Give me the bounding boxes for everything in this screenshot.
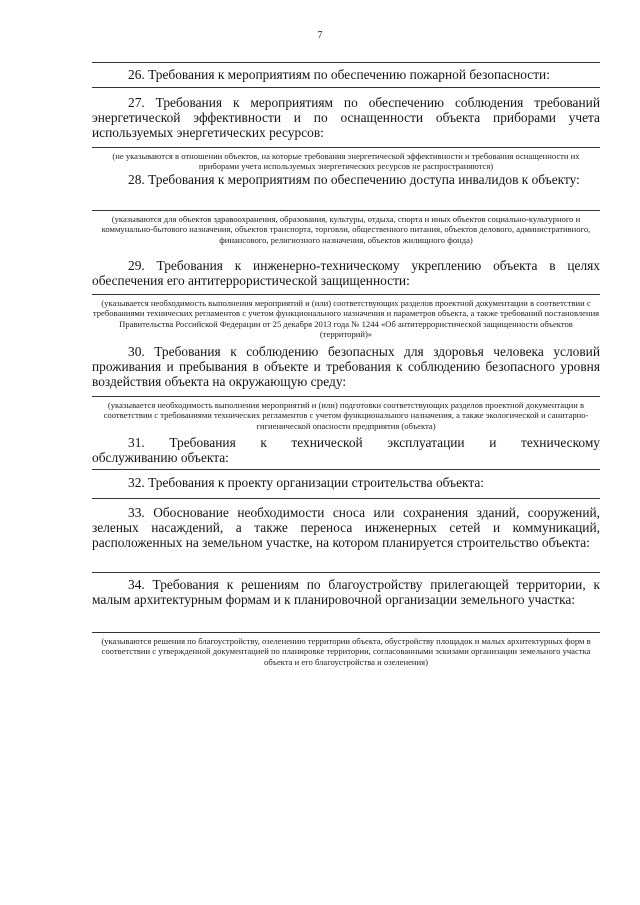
item-28-text: 28. Требования к мероприятиям по обеспечению доступа инвалидов к объекту: xyxy=(128,172,580,187)
blank-line xyxy=(92,210,600,211)
blank-line xyxy=(92,469,600,470)
blank-line xyxy=(92,147,600,148)
item-29-text: 29. Требования к инженерно-техническому укреплению объекта в целях обеспечения его антитеррористической защищенности: xyxy=(92,258,600,289)
blank-line xyxy=(92,294,600,295)
note-27: (не указываются в отношении объектов, на которые требования энергетической эффективности и требования оснащенности их приборами учета используемых энергетических ресурсов не распространяются) xyxy=(112,151,580,172)
blank-line xyxy=(92,396,600,397)
blank-line xyxy=(92,572,600,573)
item-32-text: 32. Требования к проекту организации строительства объекта: xyxy=(128,475,485,490)
item-26 xyxy=(92,67,600,82)
blank-line xyxy=(92,62,600,63)
item-30 xyxy=(92,344,600,390)
item-28 xyxy=(92,172,600,187)
item-34-text: 34. Требования к решениям по благоустройству прилегающей территории, к малым архитектурным формам и к планировочной организации земельного участка: xyxy=(92,577,600,608)
page-number: 7 xyxy=(317,30,323,41)
blank-line xyxy=(92,632,600,633)
blank-line xyxy=(92,87,600,88)
note-30: (указывается необходимость выполнения мероприятий и (или) подготовки соответствующих разделов проектной документации в соответствии с требованиями технических регламентов с учетом функционального назначения, а также экологической и санитарно-гигиенической опасности предприятия (объекта) xyxy=(103,400,589,431)
item-27 xyxy=(92,95,600,141)
item-32 xyxy=(92,475,600,490)
item-31-line2: обслуживанию объекта: xyxy=(92,450,229,465)
item-33-text: 33. Обоснование необходимости сноса или сохранения зданий, сооружений, зеленых насаждений, а также переноса инженерных сетей и коммуникаций, расположенных на земельном участке, на котором планируется строительство объекта: xyxy=(92,505,600,551)
item-30-text: 30. Требования к соблюдению безопасных для здоровья человека условий проживания и пребывания в объекте и требования к соблюдению безопасного уровня воздействия объекта на окружающую среду: xyxy=(92,344,600,390)
note-34: (указываются решения по благоустройству, озеленению территории объекта, обустройству площадок и малых архитектурных форм в соответствии с утвержденной документацией по планировке территории, согласованными эскизами организации земельного участка объекта и его благоустройства и озеленения) xyxy=(101,636,591,667)
item-26-text: 26. Требования к мероприятиям по обеспечению пожарной безопасности: xyxy=(128,67,550,82)
item-33 xyxy=(92,505,600,551)
item-29 xyxy=(92,258,600,288)
note-29: (указывается необходимость выполнения мероприятий и (или) соответствующих разделов проектной документации в соответствии с требованиями технических регламентов с учетом функционального назначения и параметров объекта, а также требований постановления Правительства Российской Федерации от 25 декабря 2013 года № 1244 «Об антитеррористической защищенности объектов (территорий)» xyxy=(92,298,600,340)
blank-line xyxy=(92,498,600,499)
item-31-line1: 31. Требования к технической эксплуатации и техническому xyxy=(128,435,600,450)
note-28: (указываются для объектов здравоохранения, образования, культуры, отдыха, спорта и иных объектов социально-культурного и коммунально-бытового назначения, объектов транспорта, торговли, общественного питания, объектов делового, административного, финансового, религиозного назначения, объектов жилищного фонда) xyxy=(101,214,591,245)
item-34 xyxy=(92,577,600,607)
item-27-text: 27. Требования к мероприятиям по обеспечению соблюдения требований энергетической эффективности и по оснащенности объекта приборами учета используемых энергетических ресурсов: xyxy=(92,95,600,141)
